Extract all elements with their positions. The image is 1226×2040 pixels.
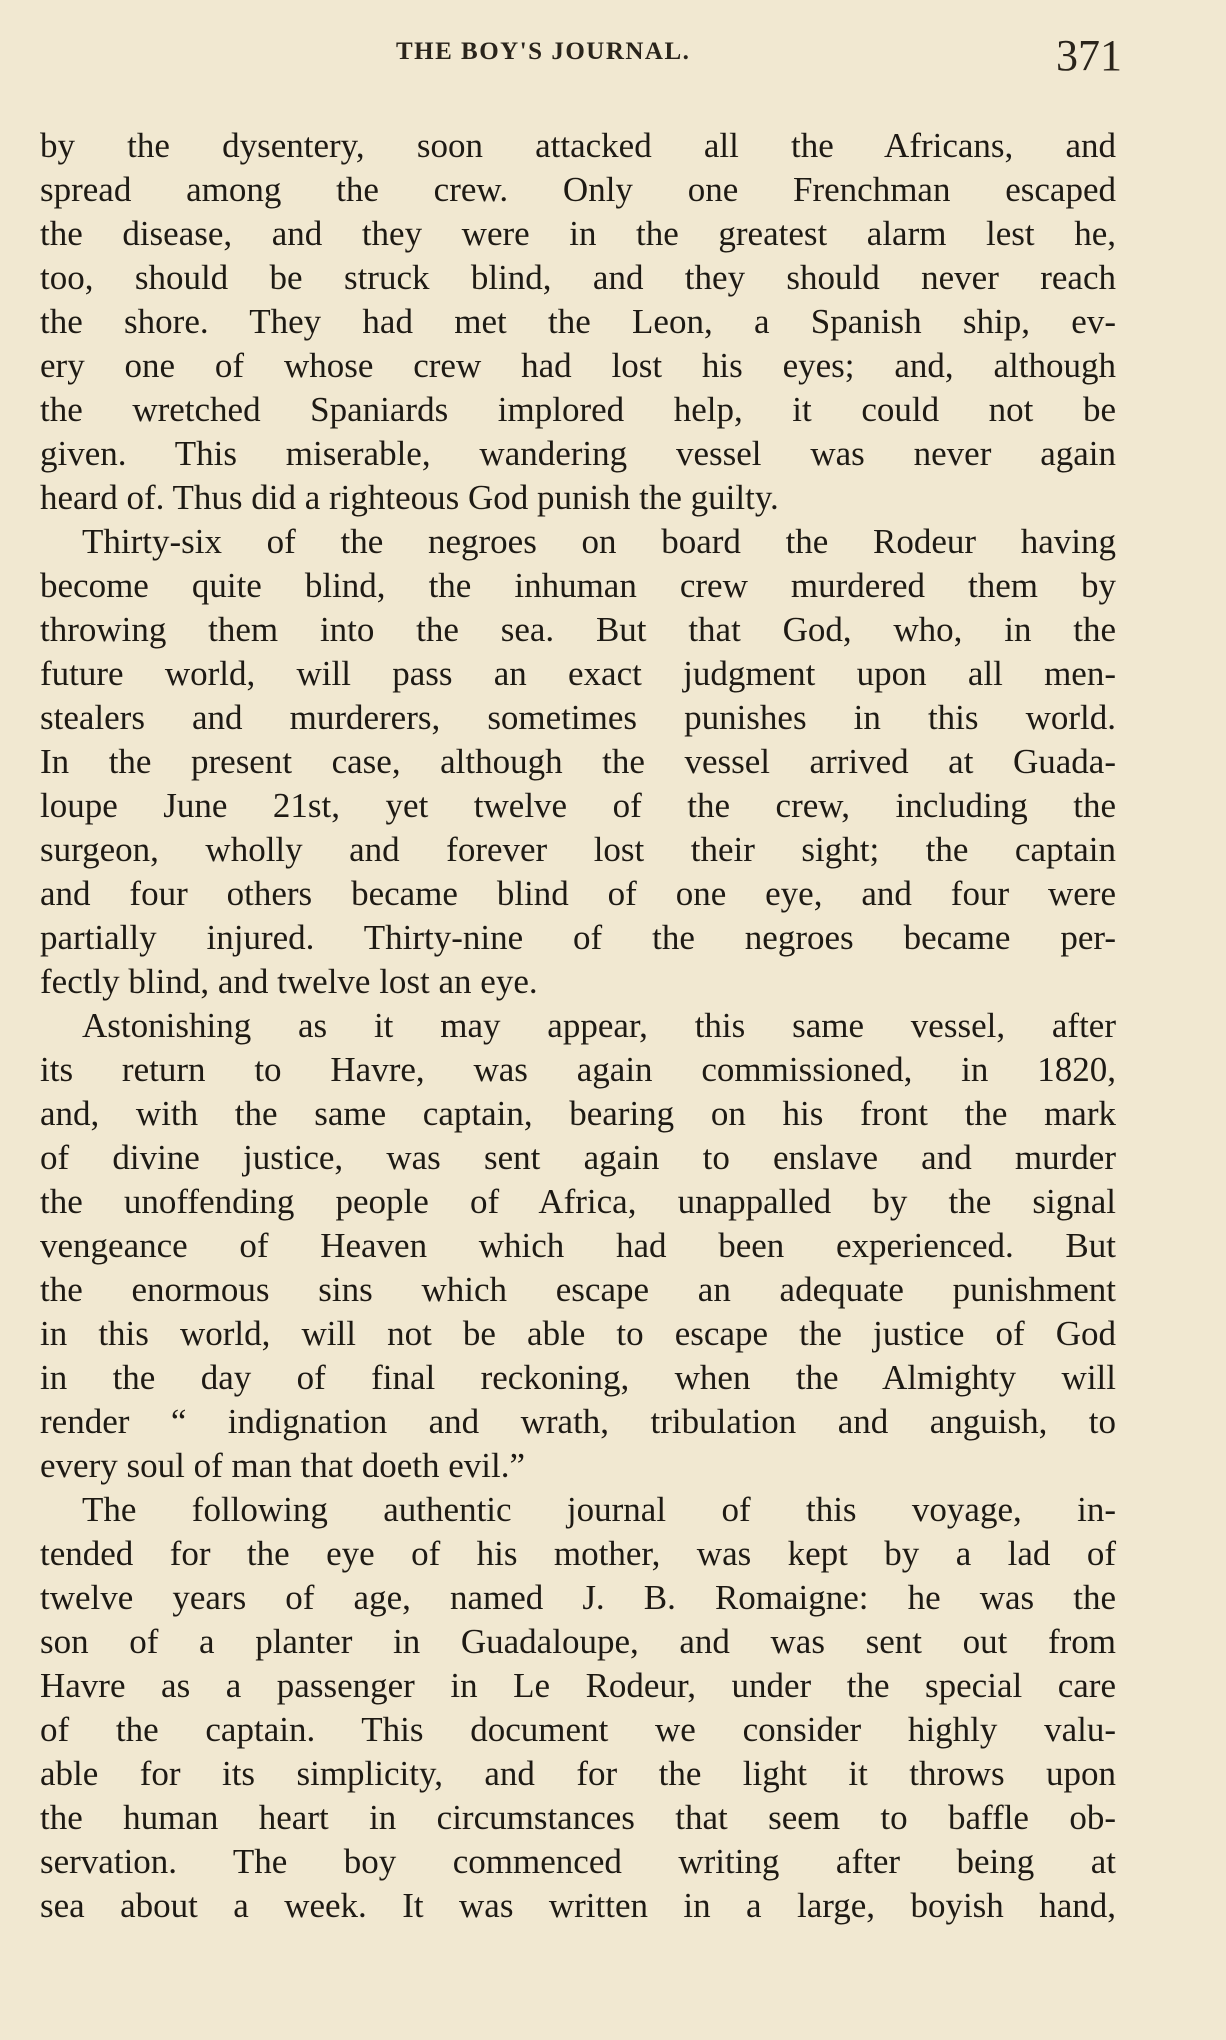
text-line: Thirty-six of the negroes on board the Rodeur having bbox=[82, 522, 1116, 561]
text-line: every soul of man that doeth evil.” bbox=[40, 1446, 525, 1485]
text-line: In the present case, although the vessel arrived at Guada- bbox=[40, 742, 1116, 781]
paragraph bbox=[40, 1488, 1116, 1928]
text-line: servation. The boy commenced writing after being at bbox=[40, 1842, 1116, 1881]
text-line: by the dysentery, soon attacked all the Africans, and bbox=[40, 126, 1116, 165]
text-line: throwing them into the sea. But that God, who, in the bbox=[40, 610, 1116, 649]
text-line: the human heart in circumstances that seem to baffle ob- bbox=[40, 1798, 1116, 1837]
page-number: 371 bbox=[1056, 31, 1122, 80]
text-body bbox=[40, 124, 1116, 1928]
text-line: future world, will pass an exact judgment upon all men- bbox=[40, 654, 1116, 693]
text-line: the wretched Spaniards implored help, it could not be bbox=[40, 390, 1116, 429]
text-line: loupe June 21st, yet twelve of the crew, including the bbox=[40, 786, 1116, 825]
paragraph bbox=[40, 124, 1116, 520]
text-line: surgeon, wholly and forever lost their sight; the captain bbox=[40, 830, 1116, 869]
text-line: spread among the crew. Only one Frenchman escaped bbox=[40, 170, 1116, 209]
text-line: render “ indignation and wrath, tribulation and anguish, to bbox=[40, 1402, 1116, 1441]
text-line: able for its simplicity, and for the light it throws upon bbox=[40, 1754, 1116, 1793]
text-line: too, should be struck blind, and they should never reach bbox=[40, 258, 1116, 297]
text-line: the unoffending people of Africa, unappalled by the signal bbox=[40, 1182, 1116, 1221]
text-line: partially injured. Thirty-nine of the negroes became per- bbox=[40, 918, 1116, 957]
text-line: in the day of final reckoning, when the Almighty will bbox=[40, 1358, 1116, 1397]
text-line: given. This miserable, wandering vessel was never again bbox=[40, 434, 1116, 473]
text-line: the enormous sins which escape an adequate punishment bbox=[40, 1270, 1116, 1309]
text-line: twelve years of age, named J. B. Romaigne: he was the bbox=[40, 1578, 1116, 1617]
text-line: become quite blind, the inhuman crew murdered them by bbox=[40, 566, 1116, 605]
text-line: sea about a week. It was written in a large, boyish hand, bbox=[40, 1886, 1116, 1925]
text-line: stealers and murderers, sometimes punishes in this world. bbox=[40, 698, 1116, 737]
text-line: the shore. They had met the Leon, a Spanish ship, ev- bbox=[40, 302, 1116, 341]
text-line: ery one of whose crew had lost his eyes; and, although bbox=[40, 346, 1116, 385]
text-line: Havre as a passenger in Le Rodeur, under the special care bbox=[40, 1666, 1116, 1705]
text-line: son of a planter in Guadaloupe, and was sent out from bbox=[40, 1622, 1116, 1661]
text-line: The following authentic journal of this voyage, in- bbox=[82, 1490, 1116, 1529]
text-line: the disease, and they were in the greatest alarm lest he, bbox=[40, 214, 1116, 253]
text-line: of the captain. This document we consider highly valu- bbox=[40, 1710, 1116, 1749]
text-line: in this world, will not be able to escape the justice of God bbox=[40, 1314, 1116, 1353]
text-line: of divine justice, was sent again to enslave and murder bbox=[40, 1138, 1116, 1177]
text-line: Astonishing as it may appear, this same vessel, after bbox=[82, 1006, 1116, 1045]
text-line: heard of. Thus did a righteous God punish the guilty. bbox=[40, 478, 779, 517]
text-line: vengeance of Heaven which had been experienced. But bbox=[40, 1226, 1116, 1265]
paragraph bbox=[40, 1004, 1116, 1488]
text-line: fectly blind, and twelve lost an eye. bbox=[40, 962, 538, 1001]
paragraph bbox=[40, 520, 1116, 1004]
text-line: and four others became blind of one eye, and four were bbox=[40, 874, 1116, 913]
text-line: tended for the eye of his mother, was kept by a lad of bbox=[40, 1534, 1116, 1573]
running-title: THE BOY'S JOURNAL. bbox=[396, 38, 691, 65]
text-line: and, with the same captain, bearing on his front the mark bbox=[40, 1094, 1116, 1133]
text-line: its return to Havre, was again commissioned, in 1820, bbox=[40, 1050, 1116, 1089]
